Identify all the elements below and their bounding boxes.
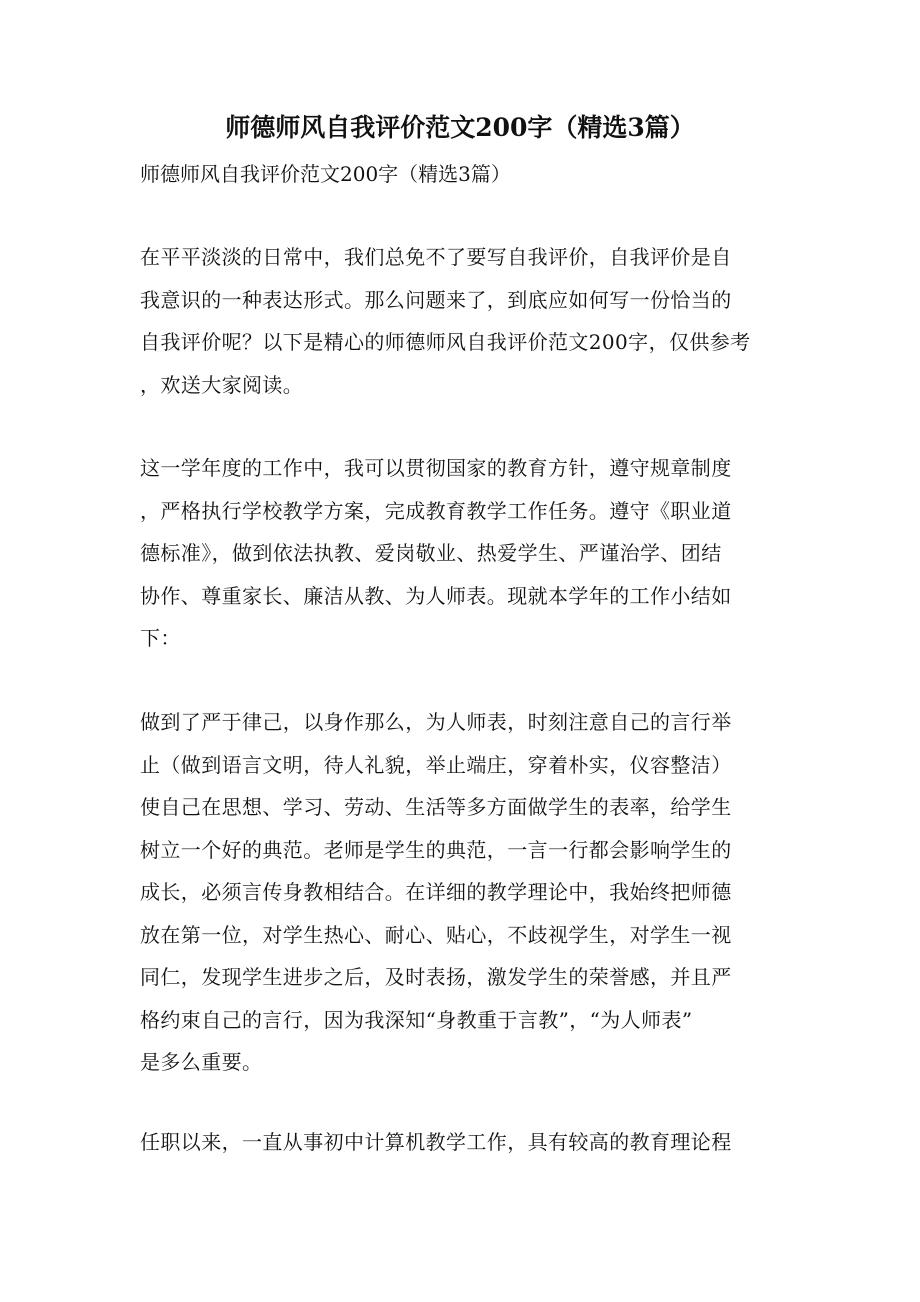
document-subtitle: 师德师风自我评价范文200字（精选3篇）	[140, 162, 511, 186]
paragraph-intro	[140, 236, 780, 406]
text-line: 树立一个好的典范。老师是学生的典范，一言一行都会影响学生的	[140, 837, 732, 862]
text-line: 止（做到语言文明，待人礼貌，举止端庄，穿着朴实，仪容整洁）	[140, 752, 732, 777]
text-line: 协作、尊重家长、廉洁从教、为人师表。现就本学年的工作小结如	[140, 583, 732, 608]
paragraph-summary	[140, 447, 780, 660]
text-line: 同仁，发现学生进步之后，及时表扬，激发学生的荣誉感，并且严	[140, 965, 732, 989]
text-line: 格约束自己的言行，因为我深知“身教重于言教”，“为人师表”	[140, 1007, 693, 1032]
text-line: 任职以来，一直从事初中计算机教学工作，具有较高的教育理论程	[140, 1130, 732, 1154]
text-line: ，欢送大家阅读。	[140, 372, 304, 397]
text-line: 这一学年度的工作中，我可以贯彻国家的教育方针，遵守规章制度	[140, 456, 732, 480]
text-line: 做到了严于律己，以身作那么，为人师表，时刻注意自己的言行举	[140, 710, 732, 734]
text-line: 自我评价呢？以下是精心的师德师风自我评价范文200字，仅供参考	[140, 330, 751, 354]
text-line: 是多么重要。	[140, 1050, 263, 1074]
text-line: 放在第一位，对学生热心、耐心、贴心，不歧视学生，对学生一视	[140, 922, 732, 947]
text-line: 德标准》，做到依法执教、爱岗敬业、热爱学生、严谨治学、团结	[140, 541, 722, 565]
paragraph-teaching	[140, 1121, 780, 1164]
text-line: 使自己在思想、学习、劳动、生活等多方面做学生的表率，给学生	[140, 795, 732, 819]
text-line: ，严格执行学校教学方案，完成教育教学工作任务。遵守《职业道	[140, 498, 732, 523]
text-line: 成长，必须言传身教相结合。在详细的教学理论中，我始终把师德	[140, 880, 732, 904]
text-line: 我意识的一种表达形式。那么问题来了，到底应如何写一份恰当的	[140, 287, 732, 312]
paragraph-conduct	[140, 701, 780, 1084]
text-line: 下：	[140, 626, 181, 650]
document-title: 师德师风自我评价范文200字（精选3篇）	[225, 113, 695, 142]
text-line: 在平平淡淡的日常中，我们总免不了要写自我评价，自我评价是自	[140, 245, 732, 269]
